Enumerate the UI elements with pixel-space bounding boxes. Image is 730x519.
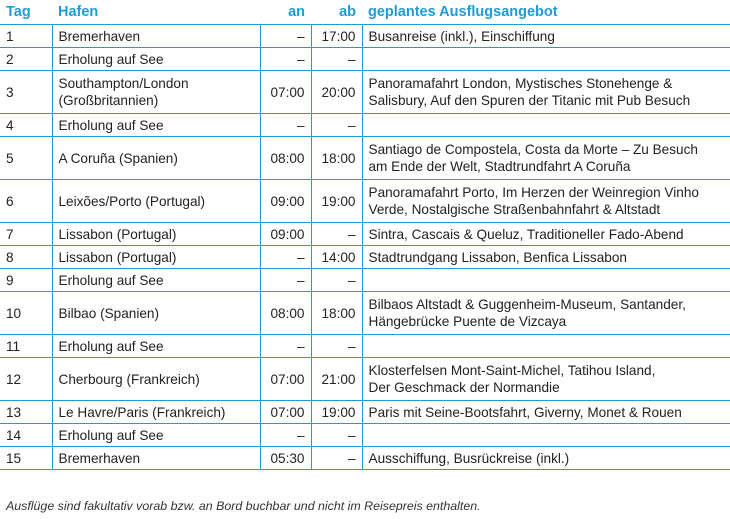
- arrival-cell: –: [260, 48, 311, 71]
- arrival-cell: –: [260, 246, 311, 269]
- day-cell: 13: [0, 401, 52, 424]
- table-row: [0, 335, 730, 358]
- excursion-cell: Stadtrundgang Lissabon, Benfica Lissabon: [362, 246, 730, 269]
- excursion-cell: [362, 335, 730, 358]
- port-cell: Bilbao (Spanien): [52, 292, 260, 335]
- day-cell: 5: [0, 137, 52, 180]
- day-cell: 11: [0, 335, 52, 358]
- header-tag: Tag: [6, 4, 31, 20]
- day-cell: 8: [0, 246, 52, 269]
- port-cell: Erholung auf See: [52, 424, 260, 447]
- port-cell: Bremerhaven: [52, 447, 260, 470]
- header-hafen: Hafen: [58, 4, 99, 20]
- departure-cell: 18:00: [311, 137, 362, 180]
- day-cell: 15: [0, 447, 52, 470]
- table-row: [0, 223, 730, 246]
- port-cell: Bremerhaven: [52, 25, 260, 48]
- excursion-cell: Bilbaos Altstadt & Guggenheim-Museum, Santander, Hängebrücke Puente de Vizcaya: [362, 292, 730, 335]
- table-row: [0, 292, 730, 335]
- day-cell: 4: [0, 114, 52, 137]
- port-cell: Leixões/Porto (Portugal): [52, 180, 260, 223]
- departure-cell: 17:00: [311, 25, 362, 48]
- table-row: [0, 114, 730, 137]
- excursion-cell: [362, 269, 730, 292]
- departure-cell: –: [311, 424, 362, 447]
- departure-cell: –: [311, 223, 362, 246]
- arrival-cell: 09:00: [260, 223, 311, 246]
- arrival-cell: 07:00: [260, 401, 311, 424]
- port-cell: Erholung auf See: [52, 48, 260, 71]
- day-cell: 1: [0, 25, 52, 48]
- arrival-cell: 08:00: [260, 137, 311, 180]
- day-cell: 9: [0, 269, 52, 292]
- departure-cell: –: [311, 447, 362, 470]
- header-ab: ab: [339, 4, 356, 20]
- departure-cell: –: [311, 335, 362, 358]
- arrival-cell: –: [260, 335, 311, 358]
- excursion-cell: Klosterfelsen Mont-Saint-Michel, Tatihou Island, Der Geschmack der Normandie: [362, 358, 730, 401]
- port-cell: Le Havre/Paris (Frankreich): [52, 401, 260, 424]
- departure-cell: 18:00: [311, 292, 362, 335]
- excursion-cell: Panoramafahrt Porto, Im Herzen der Weinregion Vinho Verde, Nostalgische Straßenbahnfahrt & Altstadt: [362, 180, 730, 223]
- arrival-cell: 05:30: [260, 447, 311, 470]
- day-cell: 12: [0, 358, 52, 401]
- excursion-cell: Ausschiffung, Busrückreise (inkl.): [362, 447, 730, 470]
- excursion-cell: Busanreise (inkl.), Einschiffung: [362, 25, 730, 48]
- table-row: [0, 71, 730, 114]
- table-row: [0, 269, 730, 292]
- port-cell: A Coruña (Spanien): [52, 137, 260, 180]
- arrival-cell: –: [260, 25, 311, 48]
- arrival-cell: 07:00: [260, 71, 311, 114]
- table-row: [0, 246, 730, 269]
- excursion-cell: [362, 114, 730, 137]
- port-cell: Erholung auf See: [52, 269, 260, 292]
- header-an: an: [288, 4, 305, 20]
- arrival-cell: 07:00: [260, 358, 311, 401]
- day-cell: 2: [0, 48, 52, 71]
- table-row: [0, 137, 730, 180]
- day-cell: 14: [0, 424, 52, 447]
- day-cell: 6: [0, 180, 52, 223]
- port-cell: Cherbourg (Frankreich): [52, 358, 260, 401]
- excursion-cell: Panoramafahrt London, Mystisches Stonehenge & Salisbury, Auf den Spuren der Titanic mit Pub Besuch: [362, 71, 730, 114]
- table-row: [0, 25, 730, 48]
- arrival-cell: –: [260, 269, 311, 292]
- table-row: [0, 424, 730, 447]
- header-angebot: geplantes Ausflugsangebot: [368, 4, 558, 20]
- arrival-cell: –: [260, 424, 311, 447]
- port-cell: Lissabon (Portugal): [52, 223, 260, 246]
- excursion-cell: Paris mit Seine-Bootsfahrt, Giverny, Monet & Rouen: [362, 401, 730, 424]
- departure-cell: –: [311, 269, 362, 292]
- departure-cell: –: [311, 48, 362, 71]
- table-row: [0, 180, 730, 223]
- departure-cell: 19:00: [311, 401, 362, 424]
- day-cell: 10: [0, 292, 52, 335]
- table-row: [0, 401, 730, 424]
- arrival-cell: 09:00: [260, 180, 311, 223]
- arrival-cell: 08:00: [260, 292, 311, 335]
- excursion-cell: Santiago de Compostela, Costa da Morte – Zu Besuch am Ende der Welt, Stadtrundfahrt A Coruña: [362, 137, 730, 180]
- excursion-cell: [362, 48, 730, 71]
- excursion-cell: [362, 424, 730, 447]
- day-cell: 3: [0, 71, 52, 114]
- excursion-cell: Sintra, Cascais & Queluz, Traditioneller Fado-Abend: [362, 223, 730, 246]
- day-cell: 7: [0, 223, 52, 246]
- port-cell: Erholung auf See: [52, 335, 260, 358]
- footnote: Ausflüge sind fakultativ vorab bzw. an Bord buchbar und nicht im Reisepreis enthalten.: [6, 499, 481, 513]
- departure-cell: 14:00: [311, 246, 362, 269]
- departure-cell: –: [311, 114, 362, 137]
- arrival-cell: –: [260, 114, 311, 137]
- departure-cell: 19:00: [311, 180, 362, 223]
- table-row: [0, 358, 730, 401]
- header-row: [0, 0, 730, 25]
- port-cell: Lissabon (Portugal): [52, 246, 260, 269]
- port-cell: Southampton/London (Großbritannien): [52, 71, 260, 114]
- table-row: [0, 447, 730, 470]
- table-row: [0, 48, 730, 71]
- departure-cell: 21:00: [311, 358, 362, 401]
- port-cell: Erholung auf See: [52, 114, 260, 137]
- departure-cell: 20:00: [311, 71, 362, 114]
